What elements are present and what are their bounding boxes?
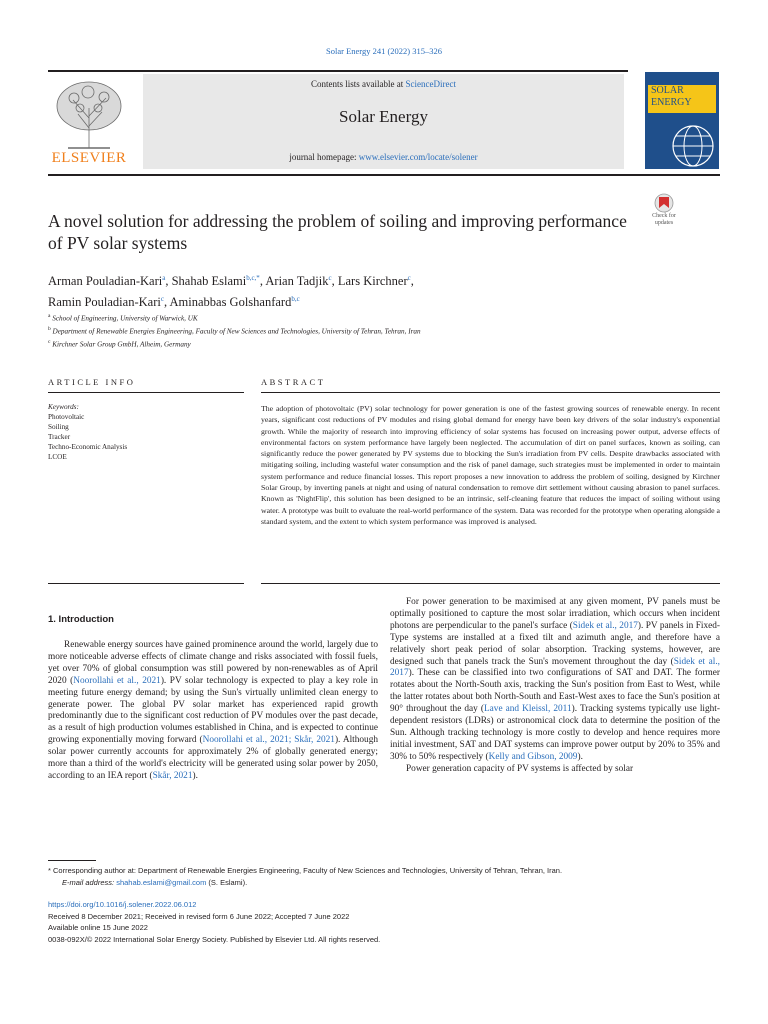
journal-name: Solar Energy	[339, 107, 428, 126]
contents-prefix: Contents lists available at	[311, 79, 406, 89]
footnote-rule	[48, 860, 96, 861]
keyword-item: LCOE	[48, 453, 67, 461]
author-name[interactable]: Arman Pouladian-Kari	[48, 274, 163, 289]
cover-title-line1: SOLAR	[651, 85, 684, 96]
author-name[interactable]: Arian Tadjik	[265, 274, 329, 289]
contents-line	[143, 79, 624, 89]
paragraph-text: ).	[577, 751, 583, 762]
citation-link[interactable]: Kelly and Gibson, 2009	[488, 751, 578, 762]
article-title: A novel solution for addressing the problem of soiling and improving performance of PV solar systems	[48, 211, 627, 253]
paragraph-text: For power generation to be maximised at any given moment, PV panels must be optimally positioned to capture the most solar irradiation, which occurs when incident photons are perpendicular to the panel's surface (	[390, 597, 720, 631]
section-heading-introduction: 1. Introduction	[48, 614, 114, 625]
paragraph-text: ). PV solar technology is expected to play a key role in meeting future energy demand; by using the Sun's virtually unlimited clean energy to generate power. The global PV solar market has experienced rapid growth predominantly due to the significant cost reduction of PV modules over the past decade, as a result of high production volumes established in China, and is expected to continue growing exponentially moving forward (	[48, 675, 378, 746]
corresponding-author-footnote	[48, 865, 728, 889]
citation-link[interactable]: Lave and Kleissl, 2011	[484, 704, 572, 715]
author-affil-marker[interactable]: c	[160, 295, 164, 304]
author-affil-marker[interactable]: a	[162, 274, 166, 282]
citation-link[interactable]: Skår, 2021	[152, 770, 193, 781]
copyright-line: 0038-092X/© 2022 International Solar Energy Society. Published by Elsevier Ltd. All rights reserved.	[48, 934, 381, 944]
body-column-left	[48, 640, 378, 783]
affiliations	[48, 311, 698, 350]
email-link[interactable]: shahab.eslami@gmail.com	[116, 878, 207, 887]
paragraph-text: ).	[192, 770, 198, 781]
received-dates: Received 8 December 2021; Received in revised form 6 June 2022; Accepted 7 June 2022	[48, 911, 350, 921]
author-name[interactable]: Aminabbas Golshanfard	[169, 295, 292, 310]
keywords-label: Keywords:	[48, 403, 79, 411]
citation-link[interactable]: Sidek et al., 2017	[390, 656, 720, 679]
journal-citation[interactable]: Solar Energy 241 (2022) 315–326	[326, 46, 442, 56]
author-list: Arman Pouladian-Kari$^a$, Shahab Eslami$^{b,c,*}$, Arian Tadjik$^c$, Lars Kirchner$^c$, Ramin Pouladian-Kari$^c$, Aminabbas Golshanfard$^{b,c}$	[48, 274, 414, 310]
header-rule-bottom	[48, 174, 720, 176]
body-paragraph: Power generation capacity of PV systems is affected by solar	[406, 763, 634, 774]
article-info-rule	[48, 392, 244, 393]
body-column-right	[390, 597, 720, 776]
affiliation-text: School of Engineering, University of Warwick, UK	[52, 314, 198, 323]
abstract-heading: ABSTRACT	[261, 377, 326, 387]
article-info-bottom-rule	[48, 583, 244, 584]
cover-globe-icon	[665, 120, 715, 168]
affiliation-marker: b	[48, 325, 51, 332]
keyword-item: Tracker	[48, 433, 71, 441]
author-affil-marker[interactable]: b,c,*	[246, 274, 260, 282]
check-updates-line1: Check for	[652, 213, 676, 219]
affiliation-marker: c	[48, 338, 51, 345]
citation-link[interactable]: Sidek et al., 2017	[572, 620, 638, 631]
available-online: Available online 15 June 2022	[48, 923, 148, 932]
author-affil-marker[interactable]: c	[407, 274, 411, 282]
check-for-updates-label[interactable]	[641, 213, 687, 226]
email-line	[48, 877, 728, 889]
article-info-heading: ARTICLE INFO	[48, 377, 136, 387]
check-updates-line2: updates	[654, 219, 674, 226]
paragraph-text: Renewable energy sources have gained prominence around the world, largely due to more noticeable adverse effects of climate change and risks associated with fossil fuels, yet over 70% of global consumption was still powered by non-renewables as of April 2020 (	[48, 640, 378, 686]
homepage-line	[143, 152, 624, 162]
paragraph-text: ). PV panels in Fixed-Type systems are installed at a fixed tilt and azimuth angle, and therefore have a relatively short peak period of solar absorption. Tracking systems, however, are designed such that panels track the Sun's movement throughout the day (	[390, 620, 720, 667]
keyword-item: Soiling	[48, 423, 69, 431]
publication-info	[48, 899, 728, 945]
paragraph-text: ). These can be classified into two configurations of SAT and DAT. The former rotates about the North-South axis, tracking the Sun's position from East to West, while the latter rotates about both North-South and East-West axes to face the Sun's position at 90° throughout the day (	[390, 668, 720, 715]
author-affil-marker[interactable]: b,c	[291, 295, 300, 304]
header-rule-top	[48, 70, 628, 72]
homepage-link[interactable]: www.elsevier.com/locate/solener	[358, 152, 478, 162]
email-suffix: (S. Eslami).	[206, 878, 248, 887]
affiliation-text: Department of Renewable Energies Engineering, Faculty of New Sciences and Technologies, University of Tehran, Tehran, Iran	[52, 327, 421, 336]
affiliation-marker: a	[48, 313, 51, 319]
sciencedirect-link[interactable]: ScienceDirect	[405, 79, 456, 89]
keyword-item: Techno-Economic Analysis	[48, 443, 128, 451]
email-label: E-mail address:	[62, 878, 117, 887]
abstract-rule	[261, 392, 720, 393]
citation-link[interactable]: Noorollahi et al., 2021	[73, 675, 161, 686]
paragraph-text: ). Tracking systems typically use light-dependent resistors (LDRs) or astronomical clock data to determine the position of the Sun. Although tracking technology is more costly to develop and hence requires more initial investment, SAT and DAT systems can improve power output by 20% to 35% and 30% to 50% respectively (	[390, 704, 720, 762]
journal-cover-thumbnail[interactable]	[645, 72, 719, 169]
keywords-block	[48, 402, 244, 462]
citation-link[interactable]: Noorollahi et al., 2021; Skår, 2021	[202, 735, 335, 746]
affiliation-text: Kirchner Solar Group GmbH, Alheim, Germany	[52, 340, 191, 349]
abstract-text: The adoption of photovoltaic (PV) solar technology for power generation is one of the fastest growing sources of renewable energy. In recent years, significant cost reductions of PV modules and rising global demand for energy have been key drivers of the solar industry's exponential growth. While the majority of research into improving efficiency of solar systems has focused on increasing power output, adverse effects of environmental factors on system performance have largely been neglected. The accumulation of dirt on panel surfaces, known as soiling, can significantly reduce the power generated by PV systems due to blocking the Sun's irradiation from PV cells. Despite drawbacks associated with mitigating soiling, including wasteful water consumption and the risk of panel damage, such strategies must be implemented in order to maintain system performance and reduce financial losses. This report proposes a new innovation to address the problem of soiling, designed by Kirchner Solar Group, by inverting panels at night and using of natural condensation to remove dirt settlement without causing abrasion to panel surfaces. Known as 'NightFlip', this solution has been designed to be an intrinsic, self-cleaning feature that reduces the impact of soiling without using water. A prototype was built to evaluate the real-world performance of the system. Data was recorded for the prototype when operating alongside a standard system, and the extent to which system performance was improved is analysed.	[261, 404, 720, 526]
cover-title-box	[648, 85, 716, 113]
abstract-bottom-rule	[261, 583, 720, 584]
homepage-prefix: journal homepage:	[289, 152, 359, 162]
author-name[interactable]: Shahab Eslami	[171, 274, 247, 289]
keyword-item: Photovoltaic	[48, 413, 85, 421]
corresponding-author-text: * Corresponding author at: Department of Renewable Energies Engineering, Faculty of New Sciences and Technologies, University of Tehran, Tehran, Iran.	[48, 866, 563, 875]
author-affil-marker[interactable]: c	[328, 274, 332, 282]
author-name[interactable]: Lars Kirchner	[337, 274, 408, 289]
body-paragraph	[48, 640, 378, 783]
affiliation-item	[48, 311, 698, 324]
cover-title-line2: ENERGY	[651, 97, 692, 108]
publisher-name: ELSEVIER	[51, 150, 127, 166]
author-name[interactable]: Ramin Pouladian-Kari	[48, 295, 161, 310]
doi-link[interactable]: https://doi.org/10.1016/j.solener.2022.06.012	[48, 900, 197, 909]
affiliation-item	[48, 324, 698, 337]
paragraph-text: ). Although solar power currently accounts for approximately 2% of globally generated energy; more than a third of the world's electricity will be generated using solar power by 2050, according to an IEA report (	[48, 735, 378, 781]
affiliation-item	[48, 337, 698, 350]
body-paragraph	[390, 597, 720, 764]
